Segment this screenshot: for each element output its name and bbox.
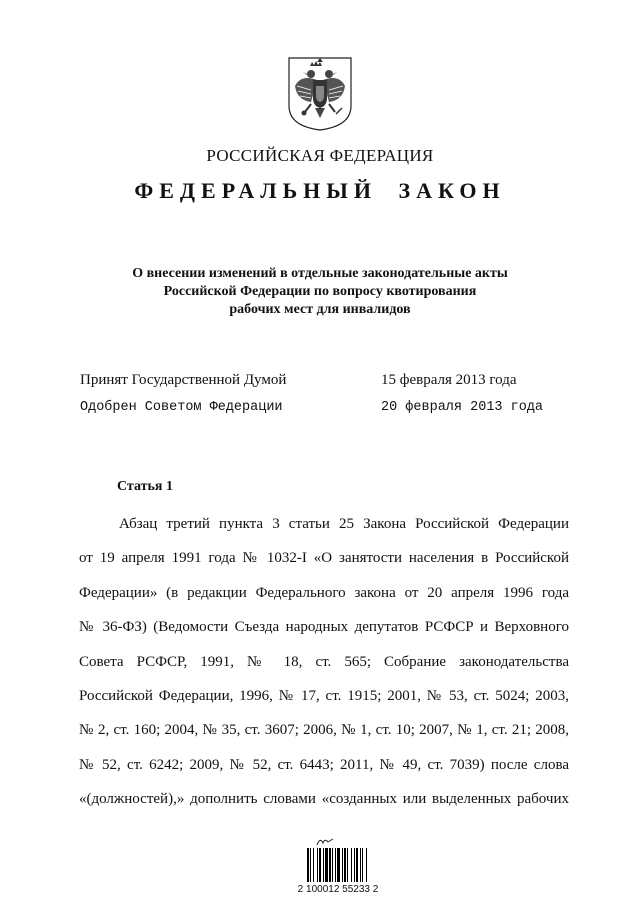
- barcode-bar: [325, 848, 328, 882]
- article-body-line: № 2, ст. 160; 2004, № 35, ст. 3607; 2006, № 1, ст. 10; 2007, № 1, ст. 21; 2008,: [79, 722, 569, 739]
- article-body-line: № 36-ФЗ) (Ведомости Съезда народных депутатов РСФСР и Верховного: [79, 619, 569, 636]
- barcode-bar: [323, 848, 324, 882]
- barcode-number: 2 100012 55233 2: [297, 884, 379, 895]
- article-heading: Статья 1: [117, 479, 173, 494]
- article-body-line: Федерации» (в редакции Федерального закона от 20 апреля 1996 года: [79, 584, 569, 601]
- duma-adoption-label: Принят Государственной Думой: [80, 372, 287, 388]
- barcode-bar: [356, 848, 358, 882]
- council-approval-row: [80, 398, 580, 424]
- document-type-title: ФЕДЕРАЛЬНЫЙ ЗАКОН: [134, 178, 506, 203]
- state-emblem-icon: [287, 56, 353, 132]
- signature-mark-icon: [316, 834, 334, 846]
- council-approval-label: Одобрен Советом Федерации: [80, 400, 283, 415]
- barcode-bar: [354, 848, 355, 882]
- adoption-block: [80, 372, 580, 424]
- duma-adoption-date: 15 февраля 2013 года: [381, 372, 517, 388]
- barcode-bar: [362, 848, 363, 882]
- barcode-bar: [351, 848, 352, 882]
- barcode-bar: [319, 848, 321, 882]
- barcode-bar: [310, 848, 311, 882]
- article-body-line: от 19 апреля 1991 года № 1032-I «О занятости населения в Российской: [79, 550, 569, 567]
- barcode-bar: [307, 848, 309, 882]
- article-body-line: Абзац третий пункта 3 статьи 25 Закона Российской Федерации: [119, 516, 569, 532]
- article-body-line: № 52, ст. 6242; 2009, № 52, ст. 6443; 2011, № 49, ст. 7039) после слова: [79, 756, 569, 773]
- barcode-bar: [313, 848, 314, 882]
- document-barcode: [296, 834, 380, 900]
- barcode-bar: [344, 848, 346, 882]
- barcode-bar: [332, 848, 333, 882]
- article-body-line: «(должностей),» дополнить словами «созданных или выделенных рабочих: [79, 791, 569, 808]
- barcode-bar: [342, 848, 343, 882]
- article-body: [79, 507, 569, 817]
- law-subject-line: Российской Федерации по вопросу квотирования: [163, 284, 477, 299]
- law-subject-line: рабочих мест для инвалидов: [229, 302, 411, 317]
- barcode-bar: [337, 848, 340, 882]
- law-subject-line: О внесении изменений в отдельные законодательные акты: [132, 266, 508, 281]
- country-name: РОССИЙСКАЯ ФЕДЕРАЦИЯ: [206, 146, 434, 165]
- barcode-bar: [360, 848, 361, 882]
- barcode-bars: [307, 848, 369, 882]
- barcode-bar: [329, 848, 331, 882]
- council-approval-date: 20 февраля 2013 года: [381, 400, 544, 415]
- article-body-line: Совета РСФСР, 1991, № 18, ст. 565; Собрание законодательства: [79, 653, 569, 670]
- barcode-bar: [317, 848, 318, 882]
- law-subject: [0, 265, 640, 319]
- article-body-line: Российской Федерации, 1996, № 17, ст. 1915; 2001, № 53, ст. 5024; 2003,: [79, 688, 569, 705]
- duma-adoption-row: [80, 372, 580, 398]
- barcode-bar: [347, 848, 348, 882]
- barcode-bar: [366, 848, 367, 882]
- barcode-bar: [335, 848, 336, 882]
